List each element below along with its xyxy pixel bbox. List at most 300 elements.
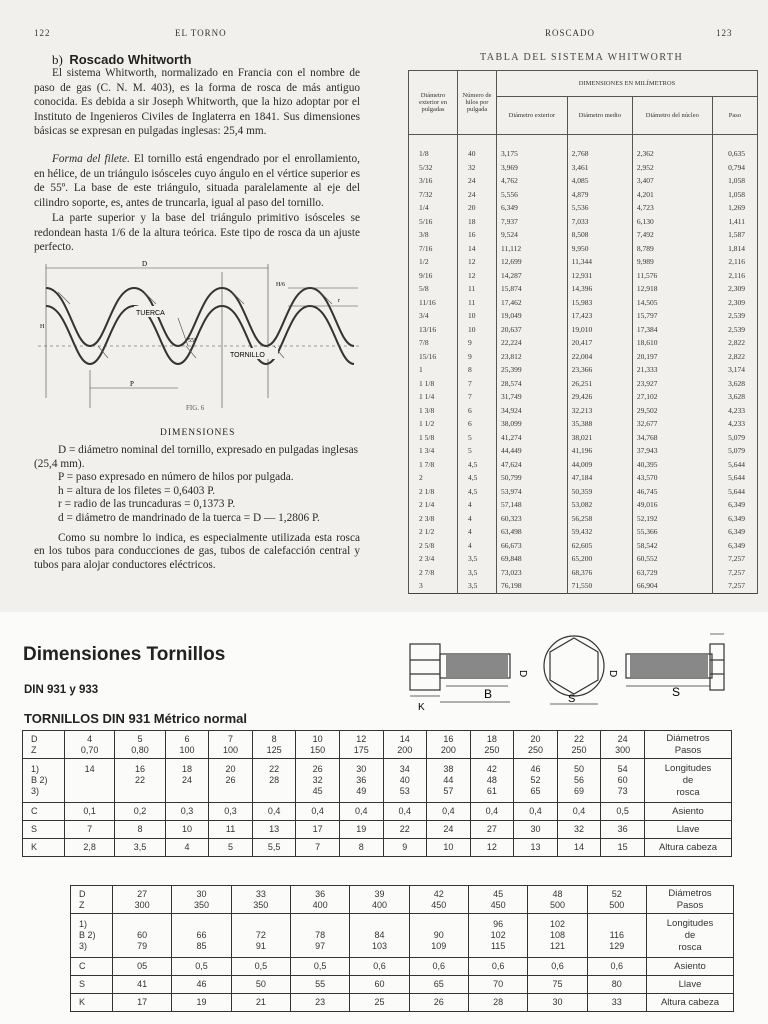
din-row-description-line: Asiento [672,805,704,817]
whitworth-table-cell: 1 3/4 [409,444,458,458]
din-row-label [23,731,65,759]
whitworth-table-cell: 17,423 [567,309,632,323]
whitworth-table-cell: 7/32 [409,188,458,202]
din-cell-value: 300 [134,899,150,910]
din-cell-value: 4 [184,842,190,852]
din-row-label [71,976,113,994]
whitworth-table-row [409,255,758,269]
whitworth-table-row [409,552,758,566]
whitworth-table-cell: 19,049 [497,309,568,323]
din-cell-value: 61 [486,786,497,796]
din-cell-value: 16 [443,733,454,744]
whitworth-table-cell: 8,508 [567,228,632,242]
din-cell-value: 30 [196,888,207,899]
din-cell-value: 500 [609,899,625,910]
whitworth-table-cell: 20,197 [632,350,712,364]
din-cell-value: 13 [269,824,280,834]
din-row-label [23,803,65,821]
whitworth-table-row [409,471,758,485]
whitworth-table-cell: 22,004 [567,350,632,364]
whitworth-table-cell: 1 1/4 [409,390,458,404]
whitworth-table-cell: 1 5/8 [409,431,458,445]
whitworth-table-cell: 53,974 [497,485,568,499]
din-cell-value: 52 [530,775,541,785]
whitworth-table-cell: 4 [458,498,497,512]
din-row-description-line: de [682,774,694,786]
din-cell-value: 125 [266,744,282,755]
din-cell-value: 24 [443,824,454,834]
wtab-header-diam-nucleo: Diámetro del núcleo [632,97,712,135]
din-row-description-line: Diámetros [668,887,712,899]
din-table-title: TORNILLOS DIN 931 Métrico normal [24,711,247,726]
whitworth-table-cell: 66,904 [632,579,712,593]
whitworth-table-cell: 2 3/4 [409,552,458,566]
din-row-label-line: 3) [31,786,40,796]
din-title: Dimensiones Tornillos [23,644,226,665]
whitworth-table-cell: 8 [458,363,497,377]
whitworth-table-cell: 2,539 [712,309,757,323]
din-table-cell [587,958,646,976]
whitworth-table-cell: 3/8 [409,228,458,242]
din-cell-value: 69 [574,786,585,796]
din-row-label [23,839,65,857]
whitworth-table-cell: 34,924 [497,404,568,418]
din-cell-value: 0,6 [432,961,446,971]
whitworth-table-row [409,350,758,364]
din-cell-value: 49 [356,786,367,796]
whitworth-table-cell: 38,021 [567,431,632,445]
din-row-description [645,803,732,821]
din-cell-value: 36 [617,824,628,834]
din-table-row [71,994,734,1012]
din-row-description [647,914,734,958]
whitworth-table-cell: 7,492 [632,228,712,242]
din-table-cell [427,839,471,857]
din-row-label-line: D [79,888,86,899]
whitworth-table-cell: 19,010 [567,323,632,337]
whitworth-table-cell: 31,749 [497,390,568,404]
whitworth-table-cell: 71,550 [567,579,632,593]
whitworth-table-row [409,512,758,526]
whitworth-table-cell: 37,943 [632,444,712,458]
din-cell-value: 400 [371,899,387,910]
din-table-cell [557,803,601,821]
din-table-cell [252,803,296,821]
din-cell-value: 116 [609,930,624,940]
whitworth-table-cell: 40 [458,135,497,161]
din-table-cell [350,976,409,994]
din-row-description [645,731,732,759]
din-cell-value: 30 [530,824,541,834]
din-cell-value: 97 [315,941,326,951]
whitworth-table-cell: 23,366 [567,363,632,377]
din-cell-value: 20 [530,733,541,744]
whitworth-table-row [409,539,758,553]
din-cell-value [232,919,290,930]
din-table-row [23,821,732,839]
din-table-cell [209,759,253,803]
din-cell-value: 48 [552,888,563,899]
closing-paragraph: Como su nombre lo indica, es especialmente utilizada esta rosca en los tubos para conducciones de gas, tubos de calefacción central y tubos para alojar conductores eléctricos. [34,531,360,571]
whitworth-table-cell: 3,174 [712,363,757,377]
din-cell-value: 33 [611,997,622,1007]
din-cell-value [65,775,114,786]
din-table-cell [470,803,514,821]
din-cell-value: 10 [443,842,454,852]
din-table-cell [231,886,290,914]
whitworth-table-row [409,377,758,391]
whitworth-table-cell: 4,5 [458,471,497,485]
whitworth-table-cell: 11,112 [497,242,568,256]
din-row-description-line: Llave [678,978,702,990]
din-cell-value: 55 [315,979,326,989]
whitworth-table-cell: 50,359 [567,485,632,499]
din-table-cell [113,958,172,976]
whitworth-table-cell: 15,983 [567,296,632,310]
whitworth-table-cell: 38,099 [497,417,568,431]
whitworth-table-cell: 3,461 [567,161,632,175]
din-cell-value: 26 [433,997,444,1007]
whitworth-table-cell: 12,931 [567,269,632,283]
din-table-cell [339,731,383,759]
din-cell-value: 24 [617,733,628,744]
din-cell-value: 200 [440,744,456,755]
din-cell-value: 4 [87,733,93,744]
whitworth-table-cell: 3/4 [409,309,458,323]
din-cell-value: 54 [617,764,628,774]
din-cell-value: 0,4 [398,806,412,816]
din-cell-value: 6 [184,733,190,744]
din-cell-value: 0,1 [83,806,96,816]
whitworth-table-cell: 14,505 [632,296,712,310]
din-cell-value: 14 [399,733,410,744]
whitworth-table-cell: 5 [458,431,497,445]
din-cell-value: 57 [443,786,454,796]
din-row-label-line: B 2) [31,775,48,785]
din-row-label-line: Z [31,744,37,755]
whitworth-table-cell: 4 [458,525,497,539]
din-table-cell [339,759,383,803]
whitworth-table-cell: 73,023 [497,566,568,580]
wtab-header-diam-medio: Diámetro medio [567,97,632,135]
din-row-label [71,994,113,1012]
din-table-cell [65,759,115,803]
whitworth-table-cell: 7,257 [712,579,757,593]
din-row-label-line: S [31,824,38,834]
din-table-row [23,839,732,857]
din-table-cell [383,839,427,857]
din-table-1 [22,730,732,857]
whitworth-table-cell: 60,323 [497,512,568,526]
whitworth-table-cell: 32 [458,161,497,175]
din-table-cell [470,839,514,857]
wtab-header-paso: Paso [712,97,757,135]
whitworth-table-cell: 3,628 [712,377,757,391]
whitworth-table-cell: 2,362 [632,135,712,161]
whitworth-table-cell: 6,130 [632,215,712,229]
din-table-cell [252,839,296,857]
whitworth-table-cell: 60,552 [632,552,712,566]
whitworth-table-cell: 2,822 [712,336,757,350]
din-table-cell [601,803,645,821]
din-row-description-line: Llave [676,823,700,835]
din-cell-value: 8 [271,733,277,744]
whitworth-table-row [409,390,758,404]
whitworth-table-cell: 32,213 [567,404,632,418]
whitworth-table-row [409,174,758,188]
din-cell-value: 0,4 [442,806,455,816]
din-table-cell [528,976,587,994]
whitworth-table-cell: 3,969 [497,161,568,175]
din-table-cell [514,759,558,803]
din-row-description-line: rosca [678,941,702,953]
whitworth-table-cell: 52,192 [632,512,712,526]
figure-label-d: D [142,260,148,268]
din-table-row [71,886,734,914]
figure-label-angle: 55° [188,338,197,344]
whitworth-table-cell: 7,033 [567,215,632,229]
din-cell-value: 40 [399,775,410,785]
din-table-cell [468,914,527,958]
whitworth-table-cell: 20,417 [567,336,632,350]
din-table-cell [172,994,231,1012]
whitworth-table-cell: 1,058 [712,188,757,202]
din-cell-value: 0,4 [354,806,368,816]
din-cell-value: 24 [181,775,192,785]
din-table-cell [113,976,172,994]
din-cell-value: 70 [493,979,504,989]
whitworth-table-cell: 12,699 [497,255,568,269]
din-cell-value: 79 [137,941,148,951]
din-table-cell [231,994,290,1012]
whitworth-table-cell: 63,498 [497,525,568,539]
whitworth-table-cell: 3 [409,579,458,593]
din-cell-value [291,919,349,930]
din-table-cell [528,914,587,958]
din-table-cell [165,759,209,803]
whitworth-table-cell: 9,989 [632,255,712,269]
whitworth-table-cell: 11 [458,282,497,296]
din-cell-value: 27 [486,824,497,834]
din-cell-value: 2,8 [83,842,96,852]
din-cell-value: 200 [397,744,413,755]
whitworth-table-cell: 2 1/2 [409,525,458,539]
din-cell-value: 14 [574,842,585,852]
whitworth-table-cell: 6,349 [497,201,568,215]
din-table-cell [296,803,340,821]
din-table-cell [409,958,468,976]
whitworth-table-row [409,188,758,202]
din-table-cell [587,886,646,914]
din-table-cell [290,994,349,1012]
whitworth-table-cell: 62,605 [567,539,632,553]
whitworth-table-cell: 1,058 [712,174,757,188]
din-cell-value: 103 [371,941,387,951]
whitworth-table-cell: 4,5 [458,458,497,472]
din-table-cell [252,821,296,839]
right-running-head: ROSCADO [545,28,596,38]
din-row-description-line: Pasos [674,744,702,756]
din-cell-value: 91 [255,941,266,951]
whitworth-table-cell: 44,449 [497,444,568,458]
din-cell-value: 5 [228,842,234,852]
whitworth-table-cell: 6,349 [712,525,757,539]
whitworth-table-cell: 3,5 [458,552,497,566]
din-table-cell [470,821,514,839]
din-cell-value: 0,4 [485,806,499,816]
din-cell-value: 150 [310,744,326,755]
figure-dimension-lines [38,264,360,408]
din-cell-value: 11 [225,824,236,834]
whitworth-table-row [409,309,758,323]
whitworth-table-cell: 14,287 [497,269,568,283]
wtab-header-hilos: Número de hilos por pulgada [458,71,497,135]
whitworth-table-cell: 16 [458,228,497,242]
din-row-description-line: rosca [676,786,700,798]
din-row-label [23,821,65,839]
figure-caption: FIG. 6 [186,404,205,412]
din-cell-value: 10 [312,733,323,744]
whitworth-table-row [409,431,758,445]
whitworth-table-row [409,269,758,283]
din-cell-value: 0,2 [133,806,147,816]
din-table-cell [115,803,165,821]
din-table-cell [350,958,409,976]
whitworth-table-cell: 63,729 [632,566,712,580]
dimensions-definitions [34,444,360,572]
din-cell-value: 0,4 [311,806,324,816]
section-title: Roscado Whitworth [69,52,192,67]
din-cell-value: 16 [135,764,146,774]
din-row-description-line: Altura cabeza [658,841,718,853]
din-cell-value: 22 [399,824,410,834]
din-table-cell [296,821,340,839]
din-cell-value: 66 [196,930,207,940]
din-cell-value: 8 [137,824,143,834]
whitworth-table-cell: 28,574 [497,377,568,391]
whitworth-table-cell: 2 5/8 [409,539,458,553]
whitworth-table-cell: 41,196 [567,444,632,458]
whitworth-table-row [409,485,758,499]
din-cell-value: 21 [255,997,266,1007]
din-cell-value [113,919,171,930]
din-cell-value: 350 [193,899,209,910]
din-cell-value: 73 [617,786,628,796]
whitworth-table-cell: 3,175 [497,135,568,161]
whitworth-table-cell: 11/16 [409,296,458,310]
whitworth-table-row [409,201,758,215]
whitworth-table-cell: 69,848 [497,552,568,566]
drawing-label-b: B [484,687,493,701]
din-table-cell [172,958,231,976]
din-cell-value: 48 [486,775,497,785]
din-row-description-line: Altura cabeza [660,996,720,1008]
whitworth-table-cell: 57,148 [497,498,568,512]
whitworth-table-cell: 14,396 [567,282,632,296]
whitworth-table-cell: 1/4 [409,201,458,215]
din-table-cell [115,839,165,857]
figure-label-r: r [338,298,340,304]
din-cell-value: 0,6 [491,961,505,971]
din-table-cell [350,914,409,958]
dimensions-title: DIMENSIONES [160,428,236,438]
din-table-cell [514,731,558,759]
whitworth-table-cell: 20,637 [497,323,568,337]
whitworth-table-cell: 15,797 [632,309,712,323]
din-cell-value: 10 [181,824,192,834]
din-row-label-line: D [31,733,38,744]
din-table-2 [70,885,734,1012]
din-cell-value: 8 [358,842,364,852]
din-cell-value: 0,4 [529,806,542,816]
din-table-cell [409,976,468,994]
din-table-cell [252,759,296,803]
whitworth-table-row [409,579,758,593]
din-table-cell [557,759,601,803]
whitworth-table-cell: 1 3/8 [409,404,458,418]
figure-profile-inner [46,306,354,364]
whitworth-table-cell: 10 [458,323,497,337]
din-cell-value: 19 [356,824,367,834]
paragraph-redondeo: La parte superior y la base del triángulo primitivo isósceles se redondean hasta 1/6 de la altura teórica. Este tipo de rosca da un ajuste perfecto. [34,212,360,254]
din-cell-value [253,786,296,797]
din-cell-value: 96 [493,919,504,929]
whitworth-table-cell: 68,376 [567,566,632,580]
figure-label-p: P [130,380,134,388]
whitworth-table-cell: 11,576 [632,269,712,283]
whitworth-table-cell: 4,201 [632,188,712,202]
whitworth-table-cell: 27,102 [632,390,712,404]
whitworth-table-cell: 4,723 [632,201,712,215]
din-table-row [23,731,732,759]
din-table-cell [113,994,172,1012]
din-cell-value [172,919,230,930]
din-cell-value [350,919,408,930]
din-table-cell [528,886,587,914]
whitworth-table-cell: 2,768 [567,135,632,161]
definition-dm: d = diámetro de mandrinado de la tuerca = D — 1,2806 P. [58,511,320,524]
definition-r: r = radio de las truncaduras = 0,1373 P. [58,498,236,511]
figure-profile-outer [46,288,354,346]
whitworth-table-row [409,525,758,539]
whitworth-table-cell: 0,794 [712,161,757,175]
whitworth-table-cell: 49,016 [632,498,712,512]
din-row-label [71,914,113,958]
whitworth-table-cell: 2 1/4 [409,498,458,512]
whitworth-table-cell: 3,5 [458,579,497,593]
whitworth-table-cell: 7 [458,390,497,404]
whitworth-table-cell: 5,644 [712,458,757,472]
whitworth-table-cell: 4,233 [712,417,757,431]
whitworth-table-cell: 25,399 [497,363,568,377]
din-cell-value: 18 [181,764,192,774]
din-table-cell [514,803,558,821]
din-cell-value: 42 [433,888,444,899]
whitworth-table-row [409,228,758,242]
whitworth-table-title: TABLA DEL SISTEMA WHITWORTH [480,52,684,63]
whitworth-table-cell: 23,812 [497,350,568,364]
din-table-row [71,914,734,958]
din-row-description-line: Pasos [676,899,704,911]
paragraph-forma-lead: Forma del filete. [52,153,130,165]
din-table-cell [113,886,172,914]
din-cell-value: 23 [315,997,326,1007]
din-table-row [23,759,732,803]
whitworth-table-cell: 50,799 [497,471,568,485]
definition-h: h = altura de los filetes = 0,6403 P. [58,484,216,497]
whitworth-table-cell: 1,411 [712,215,757,229]
whitworth-table-row [409,444,758,458]
